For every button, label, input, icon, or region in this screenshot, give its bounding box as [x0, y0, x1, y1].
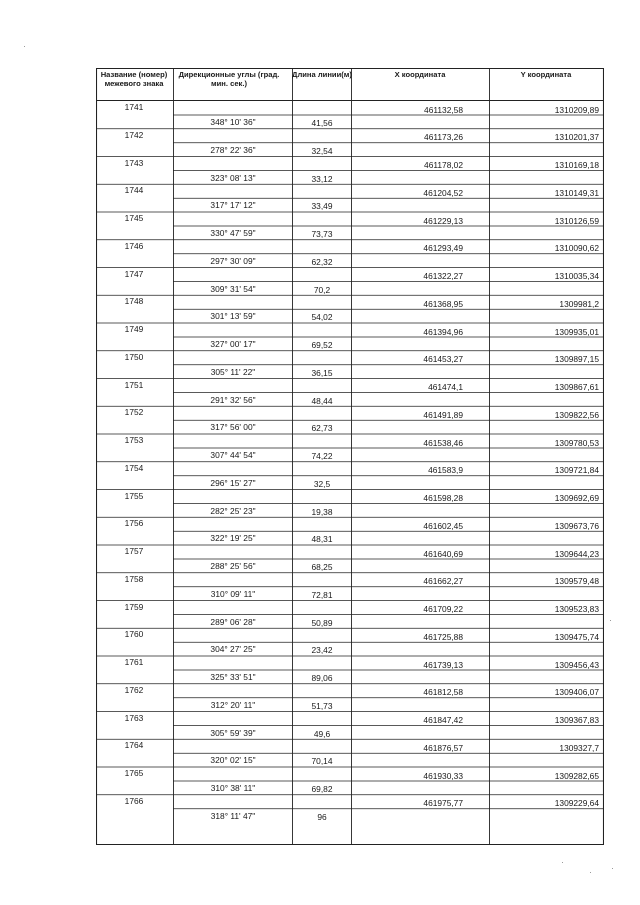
- y-coordinate: 1309673,76: [554, 520, 599, 531]
- direction-angle: 307° 44' 54": [210, 450, 256, 460]
- y-coordinate: 1309456,43: [554, 659, 599, 670]
- x-coordinate: 461598,28: [423, 493, 463, 503]
- direction-angle: 318° 11' 47": [210, 810, 256, 821]
- x-coordinate: 461709,22: [423, 604, 463, 614]
- y-coordinate: 1309579,48: [554, 576, 599, 587]
- line-length: 33,49: [311, 201, 333, 212]
- marker-number: 1752: [124, 407, 144, 418]
- marker-number: 1745: [124, 213, 144, 223]
- x-coordinate: 461739,13: [423, 659, 463, 670]
- line-length: 54,02: [311, 312, 333, 323]
- marker-number: 1761: [124, 657, 144, 667]
- marker-number: 1757: [124, 546, 144, 556]
- line-length: 51,73: [311, 700, 333, 711]
- direction-angle: 325° 33' 51": [210, 672, 256, 682]
- direction-angle: 301° 13' 59": [210, 311, 256, 322]
- line-length: 48,44: [311, 395, 333, 406]
- marker-number: 1762: [124, 684, 144, 695]
- x-coordinate: 461538,46: [423, 437, 463, 448]
- x-coordinate: 461975,77: [423, 798, 463, 809]
- x-coordinate: 461204,52: [423, 187, 463, 198]
- marker-number: 1748: [124, 296, 144, 307]
- line-length: 41,56: [311, 118, 333, 128]
- line-length: 62,32: [311, 256, 333, 267]
- header-x: X координата: [394, 70, 446, 79]
- line-length: 50,89: [311, 617, 333, 628]
- direction-angle: 309° 31' 54": [210, 283, 256, 294]
- line-length: 36,15: [311, 367, 333, 378]
- y-coordinate: 1309867,61: [554, 382, 599, 392]
- x-coordinate: 461132,58: [424, 104, 463, 115]
- marker-number: 1750: [124, 351, 144, 362]
- x-coordinate: 461453,27: [423, 354, 463, 365]
- header-y: Y координата: [520, 70, 572, 79]
- marker-number: 1764: [124, 740, 144, 751]
- y-coordinate: 1309475,74: [554, 631, 599, 642]
- x-coordinate: 461322,27: [423, 271, 463, 281]
- line-length: 70,14: [311, 756, 333, 767]
- direction-angle: 323° 08' 13": [210, 172, 256, 183]
- marker-number: 1751: [124, 379, 144, 390]
- y-coordinate: 1310149,31: [554, 187, 599, 198]
- direction-angle: 278° 22' 36": [210, 144, 256, 155]
- line-length: 96: [317, 811, 327, 822]
- scan-speck: [590, 872, 591, 873]
- line-length: 89,06: [311, 673, 333, 683]
- line-length: 69,82: [311, 784, 333, 794]
- marker-number: 1754: [124, 462, 144, 473]
- direction-angle: 305° 59' 39": [210, 727, 256, 738]
- y-coordinate: 1309644,23: [554, 548, 599, 559]
- y-coordinate: 1310169,18: [554, 160, 599, 170]
- line-length: 72,81: [311, 589, 333, 600]
- direction-angle: 322° 19' 25": [210, 533, 256, 544]
- x-coordinate: 461394,96: [423, 326, 463, 337]
- line-length: 49,6: [313, 728, 331, 739]
- marker-number: 1760: [124, 629, 144, 640]
- header-length: Длина линии(м): [292, 70, 352, 79]
- x-coordinate: 461368,95: [423, 298, 463, 309]
- x-coordinate: 461178,02: [424, 160, 463, 170]
- y-coordinate: 1309523,83: [554, 604, 599, 614]
- x-coordinate: 461229,13: [423, 215, 463, 226]
- direction-angle: 317° 17' 12": [210, 200, 256, 211]
- y-coordinate: 1310035,34: [554, 271, 599, 281]
- line-length: 32,5: [313, 478, 331, 489]
- header-angle: Дирекционные углы (град. мин. сек.): [178, 70, 280, 88]
- x-coordinate: 461662,27: [423, 576, 463, 587]
- direction-angle: 304° 27' 25": [210, 644, 256, 655]
- marker-number: 1763: [124, 712, 144, 723]
- y-coordinate: 1309327,7: [559, 742, 599, 753]
- marker-number: 1766: [124, 795, 144, 806]
- x-coordinate: 461812,58: [423, 687, 463, 698]
- y-coordinate: 1310201,37: [554, 132, 599, 143]
- marker-number: 1741: [124, 102, 144, 112]
- direction-angle: 310° 09' 11": [210, 588, 256, 599]
- scan-speck: [24, 46, 25, 47]
- line-length: 23,42: [311, 645, 333, 656]
- line-length: 19,38: [311, 506, 333, 517]
- line-length: 62,73: [311, 423, 333, 434]
- boundary-coordinates-table: [96, 68, 604, 845]
- x-coordinate: 461491,89: [423, 409, 463, 420]
- y-coordinate: 1310090,62: [554, 243, 599, 254]
- direction-angle: 296° 15' 27": [210, 477, 256, 488]
- y-coordinate: 1309780,53: [554, 437, 599, 448]
- direction-angle: 348° 10' 36": [210, 117, 256, 127]
- scan-speck: [612, 868, 613, 869]
- marker-number: 1743: [124, 157, 144, 168]
- x-coordinate: 461293,49: [423, 243, 463, 254]
- marker-number: 1746: [124, 240, 144, 251]
- y-coordinate: 1309822,56: [554, 409, 599, 420]
- direction-angle: 297° 30' 09": [210, 255, 256, 266]
- y-coordinate: 1309692,69: [554, 493, 599, 503]
- direction-angle: 312° 20' 11": [210, 699, 256, 710]
- x-coordinate: 461583,9: [428, 465, 463, 476]
- direction-angle: 330° 47' 59": [210, 228, 256, 238]
- direction-angle: 282° 25' 23": [210, 505, 256, 516]
- marker-number: 1765: [124, 768, 144, 778]
- y-coordinate: 1309406,07: [554, 687, 599, 698]
- marker-number: 1742: [124, 129, 144, 140]
- scan-speck: [610, 620, 611, 621]
- direction-angle: 320° 02' 15": [210, 755, 256, 766]
- header-name: Название (номер) межевого знака: [100, 70, 168, 88]
- x-coordinate: 461173,26: [424, 132, 463, 143]
- line-length: 32,54: [311, 145, 333, 156]
- line-length: 48,31: [311, 534, 333, 545]
- x-coordinate: 461602,45: [423, 520, 463, 531]
- direction-angle: 291° 32' 56": [210, 394, 256, 405]
- x-coordinate: 461725,88: [423, 631, 463, 642]
- y-coordinate: 1309282,65: [554, 770, 599, 781]
- direction-angle: 305° 11' 22": [210, 366, 256, 377]
- marker-number: 1755: [124, 490, 144, 501]
- y-coordinate: 1309981,2: [559, 298, 599, 309]
- marker-number: 1758: [124, 573, 144, 584]
- y-coordinate: 1309897,15: [554, 354, 599, 365]
- marker-number: 1747: [124, 268, 144, 279]
- marker-number: 1753: [124, 435, 144, 445]
- direction-angle: 288° 25' 56": [210, 561, 256, 571]
- x-coordinate: 461640,69: [423, 548, 463, 559]
- line-length: 74,22: [311, 451, 333, 461]
- direction-angle: 310° 38' 11": [210, 783, 256, 793]
- x-coordinate: 461876,57: [423, 742, 463, 753]
- x-coordinate: 461930,33: [423, 770, 463, 781]
- marker-number: 1759: [124, 601, 144, 612]
- x-coordinate: 461847,42: [423, 715, 463, 725]
- marker-number: 1756: [124, 518, 144, 529]
- line-length: 73,73: [311, 229, 333, 239]
- x-coordinate: 461474,1: [428, 382, 463, 392]
- line-length: 69,52: [311, 340, 333, 350]
- marker-number: 1749: [124, 324, 144, 334]
- direction-angle: 327° 00' 17": [210, 339, 256, 349]
- y-coordinate: 1310126,59: [554, 215, 599, 226]
- y-coordinate: 1309935,01: [554, 326, 599, 337]
- line-length: 68,25: [311, 562, 333, 572]
- y-coordinate: 1309229,64: [554, 798, 599, 809]
- line-length: 70,2: [313, 284, 331, 295]
- line-length: 33,12: [311, 173, 333, 184]
- direction-angle: 289° 06' 28": [210, 616, 256, 627]
- marker-number: 1744: [124, 185, 144, 196]
- y-coordinate: 1309367,83: [554, 715, 599, 725]
- y-coordinate: 1309721,84: [554, 465, 599, 476]
- scan-speck: [562, 862, 563, 863]
- y-coordinate: 1310209,89: [554, 104, 599, 115]
- direction-angle: 317° 56' 00": [210, 422, 256, 433]
